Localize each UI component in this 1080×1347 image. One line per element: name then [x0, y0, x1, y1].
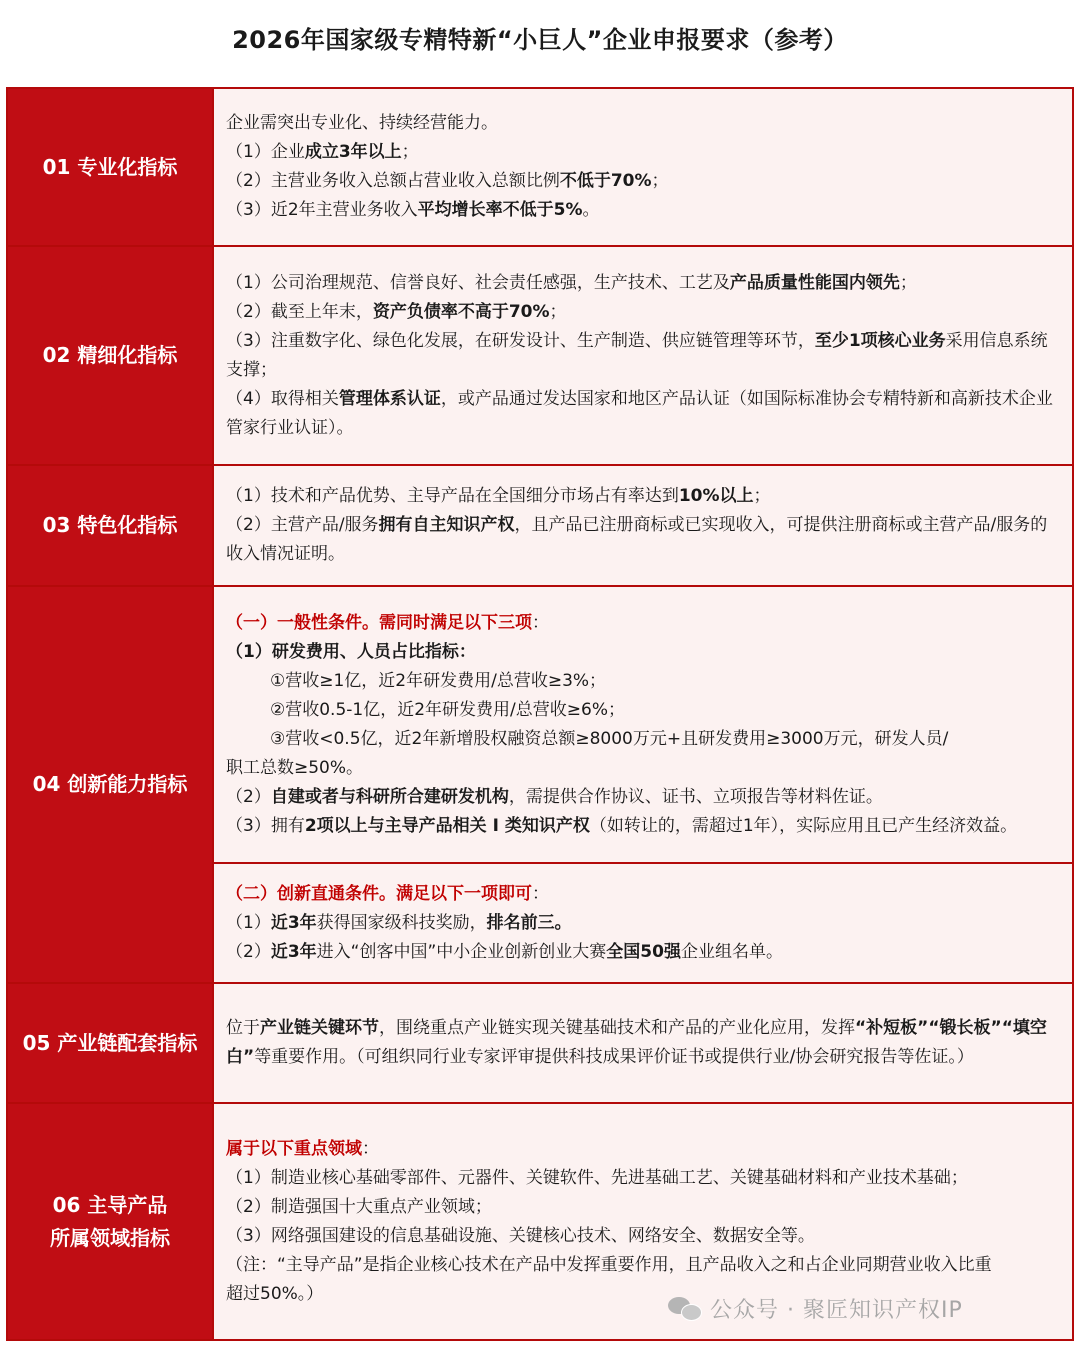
content-line: ③营收<0.5亿，近2年新增股权融资总额≥8000万元+且研发费用≥3000万元，研发人员/	[270, 728, 949, 749]
row-content-general	[214, 587, 1072, 864]
content-line: （2）截至上年末，资产负债率不高于70%；	[226, 301, 567, 322]
row-content-direct	[214, 864, 1072, 982]
content-line: ①营收≥1亿，近2年研发费用/总营收≥3%；	[270, 670, 607, 691]
content-line: （3）网络强国建设的信息基础设施、关键核心技术、网络安全、数据安全等。	[226, 1225, 815, 1246]
requirements-table	[6, 87, 1074, 1341]
content-heading: 属于以下重点领域：	[226, 1138, 379, 1159]
table-row-characteristic	[8, 466, 1072, 587]
content-line: （1）制造业核心基础零部件、元器件、关键软件、先进基础工艺、关键基础材料和产业技术基础；	[226, 1167, 968, 1188]
content-line: 位于产业链关键环节，围绕重点产业链实现关键基础技术和产品的产业化应用，发挥“补短板”“锻长板”“填空白”等重要作用。（可组织同行业专家评审提供科技成果评价证书或提供行业/协会研究报告等佐证。）	[226, 1018, 1047, 1067]
content-line: 职工总数≥50%。	[226, 757, 364, 778]
row-label: 02 精细化指标	[8, 247, 214, 464]
page-title: 2026年国家级专精特新“小巨人”企业申报要求（参考）	[232, 26, 848, 54]
table-row-specialization	[8, 89, 1072, 247]
row-content	[214, 247, 1072, 464]
content-line: （注：“主导产品”是指企业核心技术在产品中发挥重要作用，且产品收入之和占企业同期营业收入比重超过50%。）	[226, 1254, 992, 1304]
wechat-icon	[668, 1295, 702, 1321]
content-line: （2）主营产品/服务拥有自主知识产权，且产品已注册商标或已实现收入，可提供注册商标或主营产品/服务的收入情况证明。	[226, 515, 1048, 564]
content-line: （1）公司治理规范、信誉良好、社会责任感强，生产技术、工艺及产品质量性能国内领先；	[226, 272, 917, 293]
row-label: 05 产业链配套指标	[8, 984, 214, 1102]
content-line: （2）近3年进入“创客中国”中小企业创新创业大赛全国50强企业组名单。	[226, 941, 783, 962]
content-line: （2）主营业务收入总额占营业收入总额比例不低于70%；	[226, 171, 669, 191]
row-label: 03 特色化指标	[8, 466, 214, 585]
content-line: （2）自建或者与科研所合建研发机构，需提供合作协议、证书、立项报告等材料佐证。	[226, 786, 883, 807]
content-line: （1）近3年获得国家级科技奖励，排名前三。	[226, 912, 572, 933]
row-content	[214, 984, 1072, 1102]
row-label: 06 主导产品 所属领域指标	[8, 1104, 214, 1339]
content-line: 企业需突出专业化、持续经营能力。	[226, 113, 498, 133]
row-content	[214, 466, 1072, 585]
table-row-refinement	[8, 247, 1072, 466]
content-line: （3）注重数字化、绿色化发展，在研发设计、生产制造、供应链管理等环节，至少1项核心业务采用信息系统支撑；	[226, 330, 1048, 380]
content-line: （2）制造强国十大重点产业领域；	[226, 1196, 492, 1217]
content-line: （1）研发费用、人员占比指标：	[226, 641, 476, 662]
row-label: 04 创新能力指标	[8, 587, 214, 982]
content-line: （1）技术和产品优势、主导产品在全国细分市场占有率达到10%以上；	[226, 486, 771, 506]
watermark-text: 公众号 · 聚匠知识产权IP	[710, 1297, 963, 1323]
row-label: 01 专业化指标	[8, 89, 214, 245]
table-row-innovation	[8, 587, 1072, 984]
content-line: （3）近2年主营业务收入平均增长率不低于5%。	[226, 200, 600, 220]
watermark	[668, 1290, 963, 1326]
content-heading: （一）一般性条件。需同时满足以下三项：	[226, 612, 549, 633]
content-line: （4）取得相关管理体系认证，或产品通过发达国家和地区产品认证（如国际标准协会专精特新和高新技术企业管家行业认证）。	[226, 388, 1053, 438]
row-content	[214, 89, 1072, 245]
content-line: （1）企业成立3年以上；	[226, 142, 419, 162]
table-row-industry-chain	[8, 984, 1072, 1104]
content-heading: （二）创新直通条件。满足以下一项即可：	[226, 883, 549, 904]
content-line: ②营收0.5-1亿，近2年研发费用/总营收≥6%；	[270, 699, 625, 720]
content-line: （3）拥有2项以上与主导产品相关 I 类知识产权（如转让的，需超过1年），实际应用且已产生经济效益。	[226, 815, 1018, 836]
